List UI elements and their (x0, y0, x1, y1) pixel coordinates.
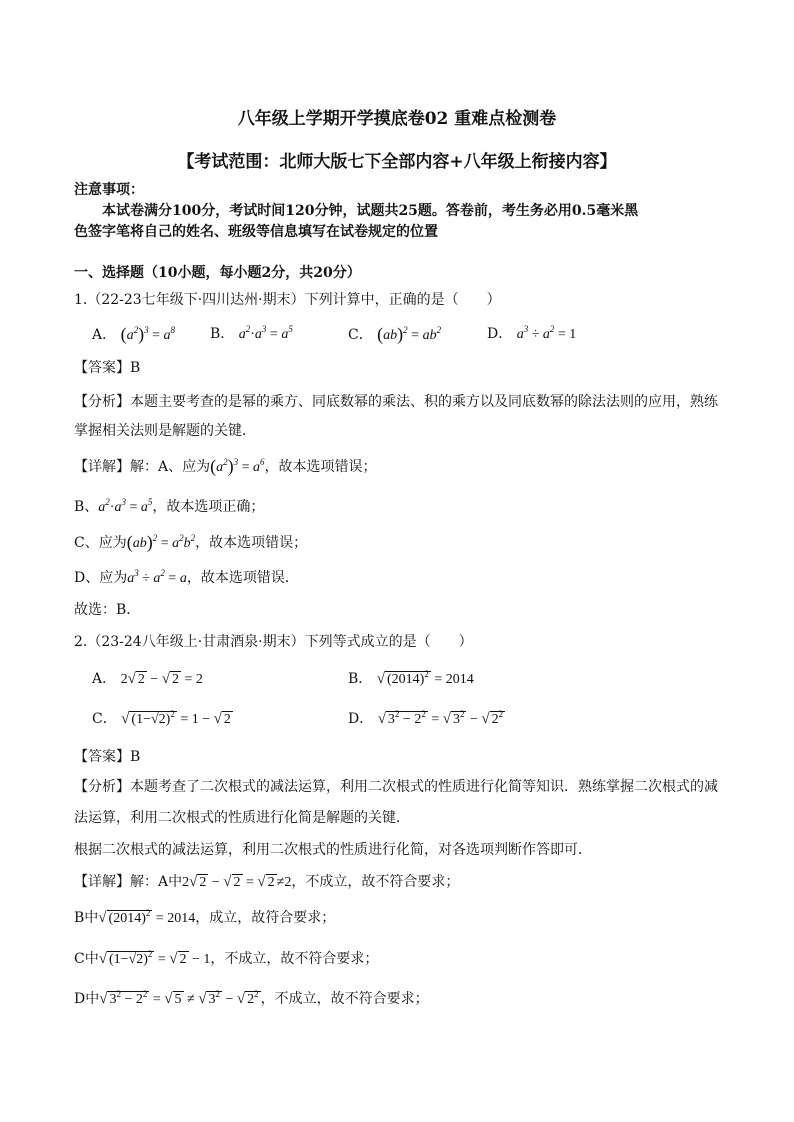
option-label: B． (348, 671, 373, 687)
q1-detail-c: C、应为$(ab)^2 = a^2b^2$，故本选项错误； (74, 532, 308, 552)
q2-analysis-line-3: 根据二次根式的减法运算，利用二次根式的性质进行化简，对各选项判断作答即可． (74, 842, 592, 858)
q1-analysis-line-2: 掌握相关法则是解题的关键． (74, 423, 256, 439)
q1-option-d: D． $a^3 \div a^2 = 1$ (487, 324, 577, 342)
q2-detail-d: D中√ $3^2 - 2^2$ = √ 5 ≠ √ $3^2$ − √ $2^2$ ，不成立，故不符合要求； (74, 989, 429, 1007)
option-label: B． (210, 326, 235, 342)
notice-line-2: 色签字笔将自己的姓名、班级等信息填写在试卷规定的位置 (74, 224, 438, 240)
q2-option-d: D． √ $3^2 - 2^2$ = √ $3^2$ − √ $2^2$ (348, 709, 504, 727)
q2-analysis-line-1: 【分析】本题考查了二次根式的减法运算，利用二次根式的性质进行化简等知识．熟练掌握二次根式的减 (74, 779, 718, 795)
q1-answer: 【答案】B (74, 360, 141, 376)
option-label: D． (348, 711, 374, 727)
question-1-stem: 1.（22-23七年级下·四川达州·期末）下列计算中，正确的是（ ） (74, 292, 501, 308)
q1-detail-a: 【详解】解：A、应为$(a^2)^3 = a^6$，故本选项错误； (74, 456, 377, 476)
q2-detail-b: B中√ $(2014)^2 = 2014$，成立，故符合要求； (74, 908, 336, 926)
q2-option-a: A． 2√ 2 − √ 2 = 2 (92, 671, 203, 687)
q2-detail-a: 【详解】解：A中2√ 2 − √ 2 = √ 2 ≠2，不成立，故不符合要求； (74, 874, 460, 890)
option-label: C． (348, 327, 373, 343)
q1-option-b: B． $a^2\cdot a^3 = a^5$ (210, 324, 293, 342)
exam-scope: 【考试范围：北师大版七下全部内容+八年级上衔接内容】 (177, 152, 617, 172)
notice-line-1: 本试卷满分100分，考试时间120分钟，试题共25题。答卷前，考生务必用0.5毫米黑 (102, 203, 639, 219)
q1-option-c: C． $(ab)^2 = ab^2$ (348, 324, 442, 344)
q2-option-b: B． √ $(2014)^2 = 2014$ (348, 669, 474, 687)
q1-detail-d: D、应为$a^3 \div a^2 = a$，故本选项错误． (74, 568, 299, 586)
q1-choice: 故选：B． (74, 602, 141, 618)
exam-title: 八年级上学期开学摸底卷02 重难点检测卷 (237, 109, 557, 129)
section-heading: 一、选择题（10小题，每小题2分，共20分） (74, 265, 361, 281)
q1-analysis-line-1: 【分析】本题主要考查的是幂的乘方、同底数幂的乘法、积的乘方以及同底数幂的除法法则的应用，熟练 (74, 394, 718, 410)
option-label: D． (487, 326, 513, 342)
option-label: A． (92, 671, 117, 687)
option-label: A． (92, 327, 117, 343)
q2-analysis-line-2: 法运算，利用二次根式的性质进行化简是解题的关键． (74, 810, 410, 826)
question-2-stem: 2.（23-24八年级上·甘肃酒泉·期末）下列等式成立的是（ ） (74, 634, 473, 650)
q1-option-a: A． $(a^2)^3 = a^8$ (92, 324, 175, 344)
option-label: C． (92, 711, 117, 727)
q2-answer: 【答案】B (74, 749, 141, 765)
q2-option-c: C． √ $(1-√2)^2 = 1$ − √ 2 (92, 709, 231, 727)
q1-detail-b: B、$a^2\cdot a^3 = a^5$，故本选项正确； (74, 497, 265, 515)
notice-label: 注意事项： (74, 182, 144, 198)
q2-detail-c: C中√ $(1-√2)^2$ = √ 2 − 1，不成立，故不符合要求； (74, 949, 379, 967)
